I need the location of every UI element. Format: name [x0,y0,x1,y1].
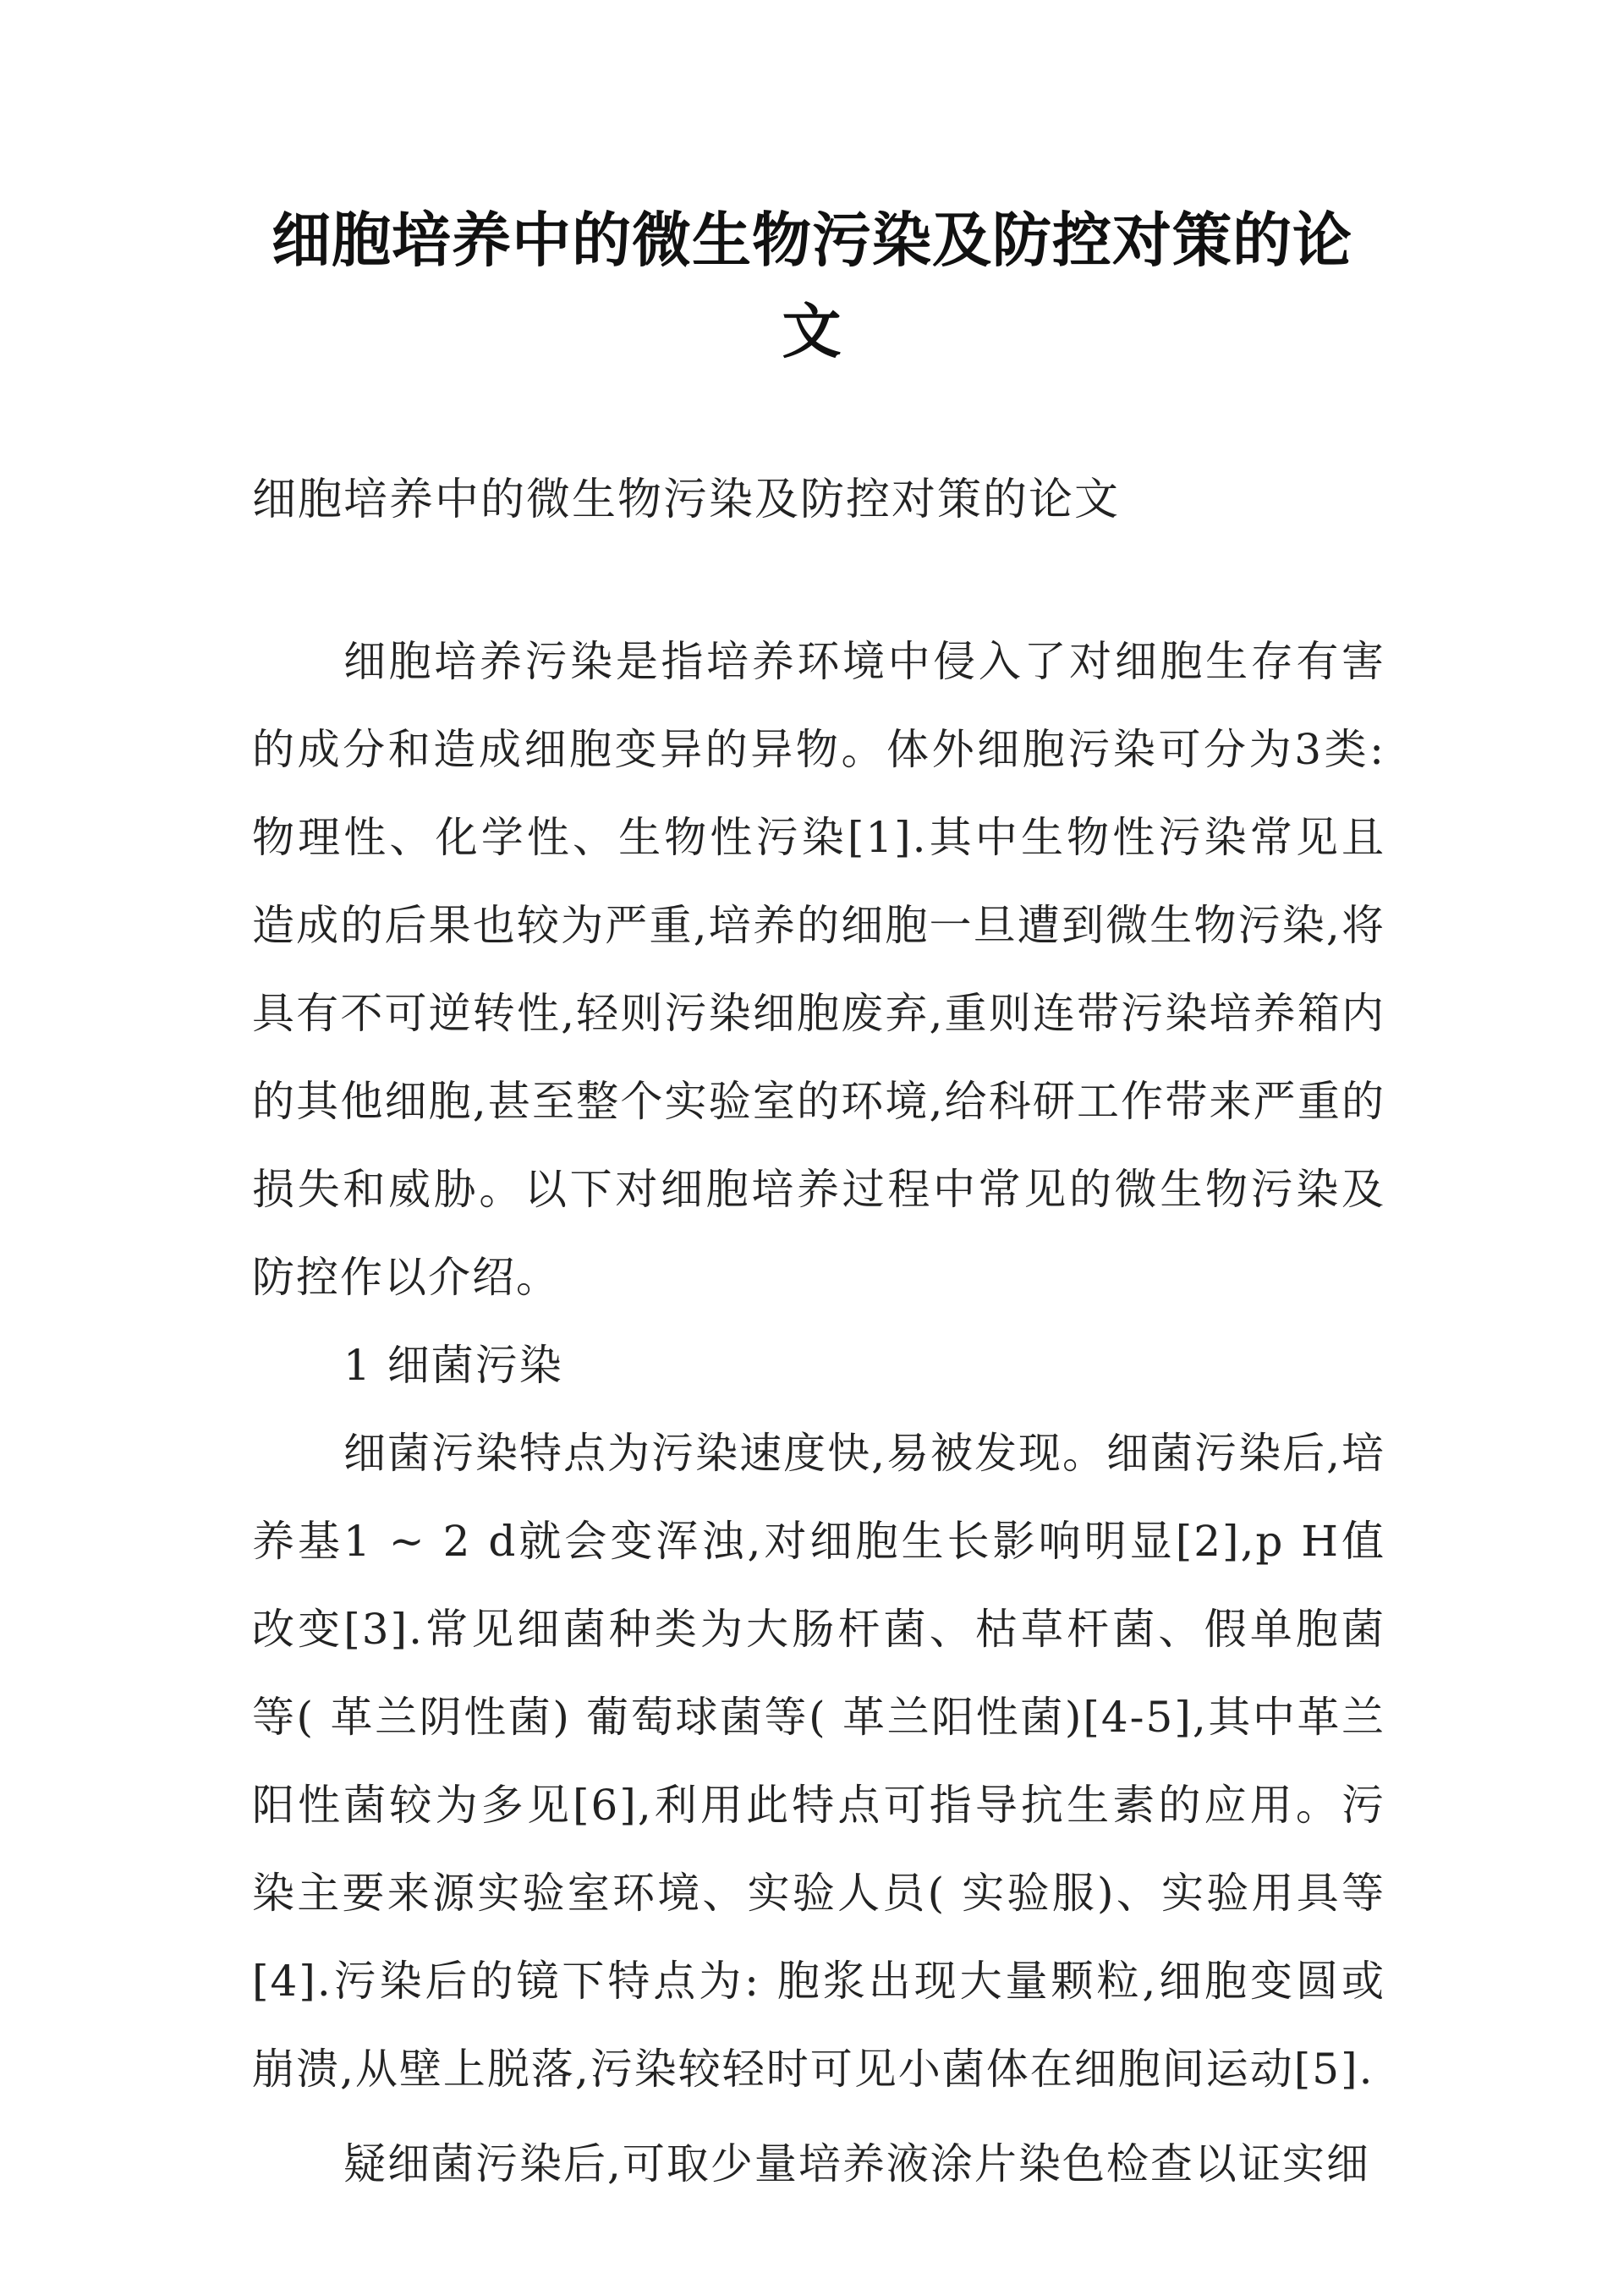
body-paragraph: 细菌污染特点为污染速度快,易被发现。细菌污染后,培养基1 ~ 2 d就会变浑浊,对细胞生长影响明显[2],p H值改变[3].常见细菌种类为大肠杆菌、枯草杆菌、假单胞菌等( 革兰阴性菌) 葡萄球菌等( 革兰阳性菌)[4-5],其中革兰阳性菌较为多见[6],利用此特点可指导抗生素的应用。污染主要来源实验室环境、实验人员( 实验服)、实验用具等[4].污染后的镜下特点为: 胞浆出现大量颗粒,细胞变圆或崩溃,从壁上脱落,污染较轻时可见小菌体在细胞间运动[5]. [252,1429,1385,2094]
document-subtitle: 细胞培养中的微生物污染及防控对策的论文 [252,475,1121,525]
document-body [252,618,1385,2208]
intro-paragraph: 细胞培养污染是指培养环境中侵入了对细胞生存有害的成分和造成细胞变异的异物。体外细胞污染可分为3类:物理性、化学性、生物性污染[1].其中生物性污染常见且造成的后果也较为严重,培养的细胞一旦遭到微生物污染,将具有不可逆转性,轻则污染细胞废弃,重则连带污染培养箱内的其他细胞,甚至整个实验室的环境,给科研工作带来严重的损失和威胁。以下对细胞培养过程中常见的微生物污染及防控作以介绍。 [252,637,1385,1302]
section-heading: 1 细菌污染 [343,1341,563,1390]
document-title: 细胞培养中的微生物污染及防控对策的论文 [272,206,1352,366]
body-paragraph: 疑细菌污染后,可取少量培养液涂片染色检查以证实细 [343,2139,1370,2188]
